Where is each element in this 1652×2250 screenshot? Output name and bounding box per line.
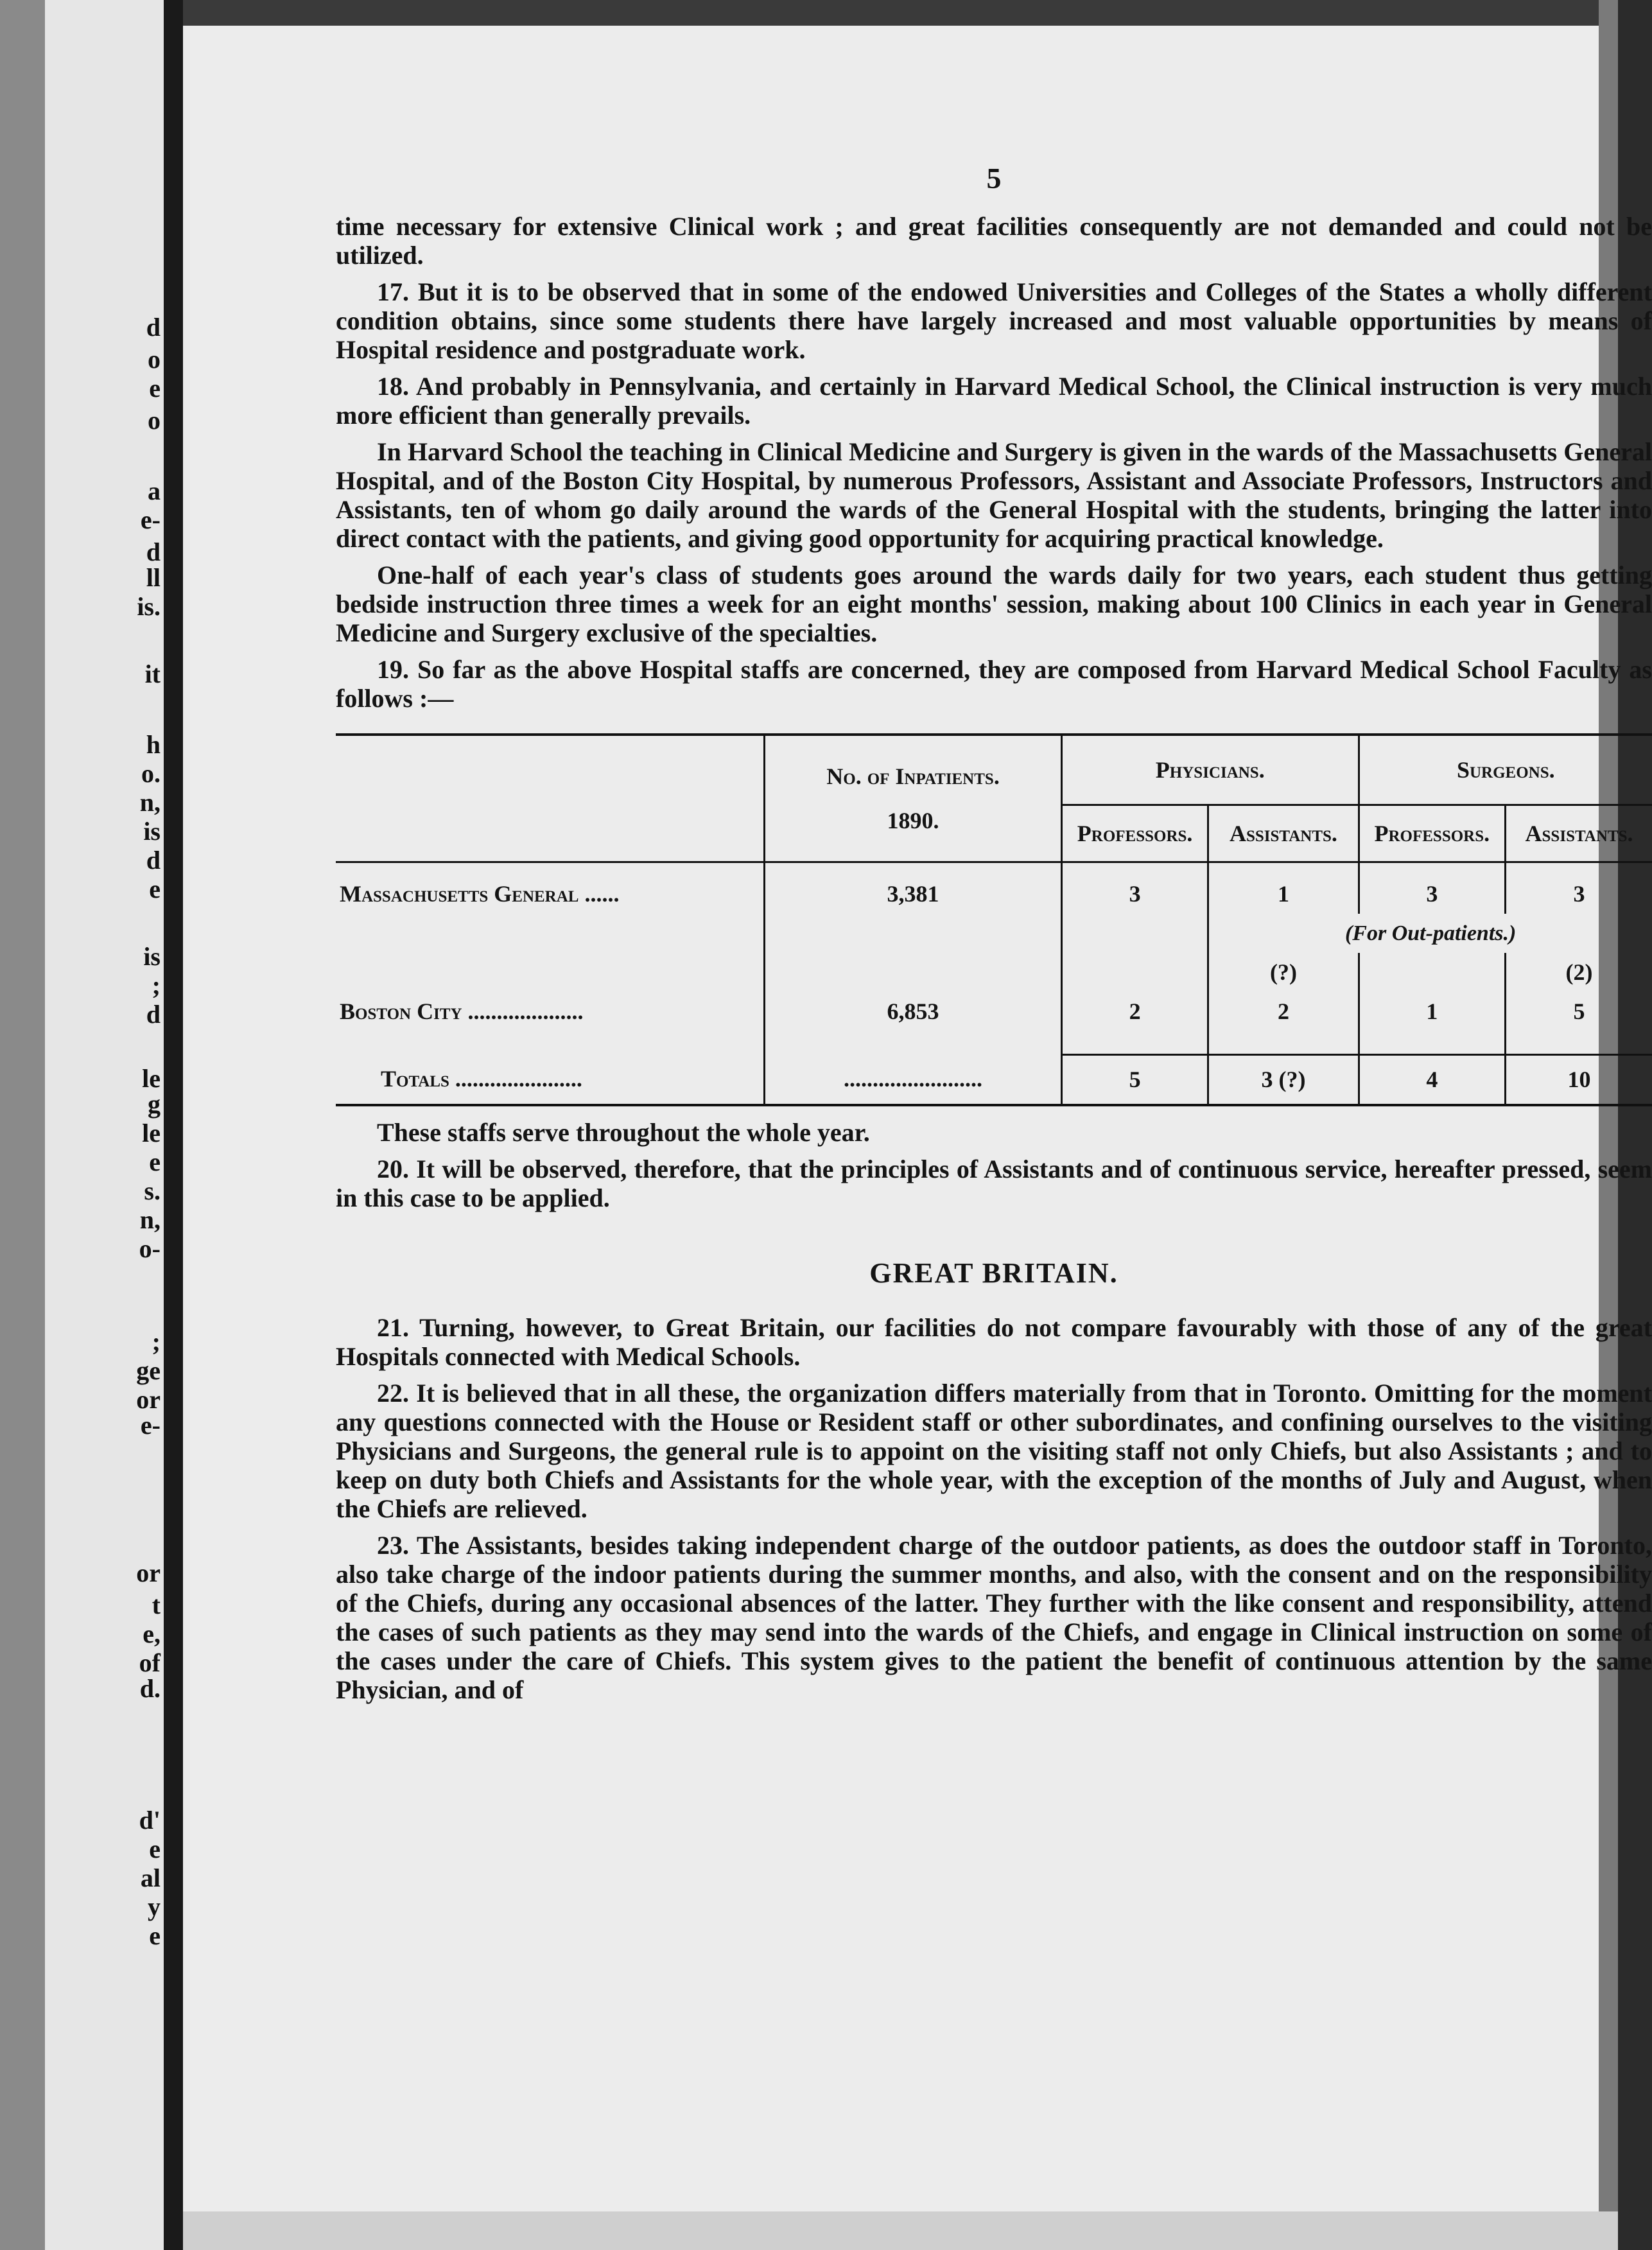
table-spacer-row (336, 1031, 1652, 1054)
mark-blank-inpatients (765, 953, 1062, 992)
row-physicians-assistants: 2 (1208, 992, 1359, 1031)
paragraph-continuation: time necessary for extensive Clinical work ; and great facilities consequently are not demanded and could not be utilized. (336, 212, 1652, 270)
adjacent-page-fragment: is. (137, 592, 161, 621)
row-inpatients: 6,853 (765, 992, 1062, 1031)
table-row (336, 992, 1652, 1031)
adjacent-page-fragment: d (146, 846, 161, 875)
mark-surgeons-assistants: (2) (1506, 953, 1652, 992)
adjacent-page-fragment: d' (139, 1806, 161, 1835)
header-surgeons-professors: Professors. (1359, 805, 1505, 862)
page-number: 5 (986, 162, 1002, 195)
header-surgeons: Surgeons. (1359, 735, 1652, 805)
adjacent-page-fragment: e- (140, 1411, 161, 1440)
paragraph-23: 23. The Assistants, besides taking independent charge of the outdoor patients, as does the outdoor staff in Toronto, also take charge of the indoor patients during the summer months, and also, with the consent and on the responsibility of the Chiefs, during any occasional absences of the latter. They further with the like consent and responsibility, attend the cases of such patients as they may send into the wards of the Chiefs, and engage in Clinical instruction on some of the cases under the care of Chiefs. This system gives to the patient the benefit of continuous attention by the same Physician, and of (336, 1531, 1652, 1704)
adjacent-page-fragment: d. (139, 1674, 161, 1703)
adjacent-page-fragment: y (148, 1892, 161, 1921)
adjacent-page-fragment: o (148, 345, 161, 374)
row-hospital-name: Boston City .................... (340, 999, 584, 1024)
table-totals-row (336, 1054, 1652, 1105)
spacer (765, 1031, 1062, 1054)
totals-physicians-assistants: 3 (?) (1208, 1054, 1359, 1105)
table-note-row (336, 914, 1652, 953)
adjacent-page-fragment: h (146, 730, 161, 759)
header-physicians-assistants: Assistants. (1208, 805, 1359, 862)
adjacent-page-fragment: e (149, 1835, 161, 1863)
paragraph-21: 21. Turning, however, to Great Britain, our facilities do not compare favourably with those of any of the great Hospitals connected with Medical Schools. (336, 1313, 1652, 1371)
adjacent-page-fragment: d (146, 313, 161, 342)
adjacent-page-fragment: o. (141, 759, 161, 788)
paragraph-18: 18. And probably in Pennsylvania, and certainly in Harvard Medical School, the Clinical instruction is very much more efficient than generally prevails. (336, 372, 1652, 430)
row-surgeons-professors: 1 (1359, 992, 1505, 1031)
section-heading: GREAT BRITAIN. (869, 1257, 1118, 1289)
header-inpatients (765, 735, 1062, 862)
header-physicians-professors: Professors. (1061, 805, 1208, 862)
note-blank (336, 914, 765, 953)
top-scan-shadow (183, 0, 1618, 26)
paragraph-class-rotation: One-half of each year's class of students goes around the wards daily for two years, each student thus getting bedside instruction three times a week for an eight months' session, making about 100 Clinics in each year in General Medicine and Surgery exclusive of the specialties. (336, 561, 1652, 647)
adjacent-page-fragment: al (140, 1863, 161, 1892)
adjacent-page-fragment: o (148, 406, 161, 435)
header-blank-cell (336, 735, 765, 862)
row-hospital-name: Massachusetts General ...... (340, 881, 620, 907)
adjacent-page-fragment: a (148, 476, 161, 505)
mark-physicians-assistants: (?) (1208, 953, 1359, 992)
row-inpatients: 3,381 (765, 862, 1062, 914)
spacer (336, 1031, 765, 1054)
adjacent-page-fragment: or (136, 1385, 161, 1414)
note-blank-physicians (1061, 914, 1208, 953)
page-sheet (183, 0, 1652, 2250)
row-surgeons-assistants: 3 (1506, 862, 1652, 914)
adjacent-page-fragment: ; (152, 1327, 161, 1356)
adjacent-page-fragment: or (136, 1558, 161, 1587)
adjacent-page-fragment: s. (144, 1176, 161, 1205)
adjacent-page-fragment: e (149, 374, 161, 403)
row-physicians-assistants: 1 (1208, 862, 1359, 914)
paragraph-staffs-note: These staffs serve throughout the whole year. (377, 1118, 870, 1147)
paragraph-20: 20. It will be observed, therefore, that the principles of Assistants and of continuous service, hereafter pressed, seem in this case to be applied. (336, 1155, 1652, 1212)
mark-blank (336, 953, 765, 992)
header-physicians: Physicians. (1061, 735, 1359, 805)
spacer (1359, 1031, 1505, 1054)
adjacent-page-fragment: of (139, 1648, 161, 1677)
totals-physicians-professors: 5 (1061, 1054, 1208, 1105)
adjacent-page-fragment: it (144, 659, 161, 688)
table-row (336, 862, 1652, 914)
book-gutter (164, 0, 183, 2250)
row-surgeons-professors: 3 (1359, 862, 1505, 914)
adjacent-page-fragment: is (143, 942, 161, 971)
spacer (1506, 1031, 1652, 1054)
totals-label: Totals ...................... (381, 1066, 582, 1092)
totals-surgeons-professors: 4 (1359, 1054, 1505, 1105)
spacer (1208, 1031, 1359, 1054)
adjacent-page-fragment: n, (139, 788, 161, 817)
mark-blank-physicians-professors (1061, 953, 1208, 992)
adjacent-page-fragment: le (142, 1064, 161, 1093)
adjacent-page-fragment: t (152, 1591, 161, 1619)
bottom-scan-margin (183, 2211, 1618, 2250)
adjacent-page-fragment: e, (143, 1619, 161, 1648)
adjacent-page-fragment: n, (139, 1205, 161, 1234)
adjacent-page-fragment: d (146, 537, 161, 566)
adjacent-page-fragment: ; (152, 971, 161, 1000)
adjacent-page-fragment: ll (146, 563, 161, 592)
row-physicians-professors: 3 (1061, 862, 1208, 914)
adjacent-page-fragment: o- (139, 1234, 161, 1263)
hospital-staff-table (336, 733, 1652, 1106)
adjacent-page-fragment: d (146, 1000, 161, 1029)
adjacent-page-fragment: e (149, 1921, 161, 1950)
header-year: 1890. (887, 807, 939, 833)
adjacent-page-fragment: g (148, 1090, 161, 1119)
adjacent-page-strip (0, 0, 164, 2250)
row-physicians-professors: 2 (1061, 992, 1208, 1031)
adjacent-page-fragment: ge (136, 1356, 161, 1385)
mark-blank-surgeons-professors (1359, 953, 1505, 992)
table-mark-row (336, 953, 1652, 992)
adjacent-page-fragment: e- (140, 505, 161, 534)
table-header-row (336, 735, 1652, 805)
adjacent-page-fragment: e (149, 1147, 161, 1176)
spacer (1061, 1031, 1208, 1054)
totals-surgeons-assistants: 10 (1506, 1054, 1652, 1105)
header-inpatients-label: No. of Inpatients. (826, 763, 1000, 789)
page-content (336, 164, 1652, 1712)
adjacent-page-fragment: e (149, 875, 161, 903)
adjacent-page-fragment: le (142, 1119, 161, 1147)
paragraph-22: 22. It is believed that in all these, the organization differs materially from that in Toronto. Omitting for the moment any questions connected with the House or Resident staff or other subordinates, and confining ourselves to the visiting Physicians and Surgeons, the general rule is to appoint on the visiting staff not only Chiefs, but also Assistants ; and to keep on duty both Chiefs and Assistants for the whole year, with the exception of the months of July and August, when the Chiefs are relieved. (336, 1379, 1652, 1523)
header-surgeons-assistants: Assistants. (1506, 805, 1652, 862)
paragraph-17: 17. But it is to be observed that in some of the endowed Universities and Colleges of the States a wholly different condition obtains, since some students there have largely increased and most valuable opportunities by means of Hospital residence and postgraduate work. (336, 277, 1652, 364)
row-surgeons-assistants: 5 (1506, 992, 1652, 1031)
note-blank-inpatients (765, 914, 1062, 953)
paragraph-harvard-teaching: In Harvard School the teaching in Clinical Medicine and Surgery is given in the wards of the Massachusetts General Hospital, and of the Boston City Hospital, by numerous Professors, Assistant and Associate Professors, Instructors and Assistants, ten of whom go daily around the wards of the General Hospital with the students, bringing the latter into direct contact with the patients, and giving good opportunity for acquiring practical knowledge. (336, 437, 1652, 553)
totals-inpatients-dots: ........................ (765, 1054, 1062, 1105)
outpatients-note: (For Out-patients.) (1208, 914, 1652, 953)
adjacent-page-fragment: is (143, 817, 161, 846)
paragraph-19: 19. So far as the above Hospital staffs are concerned, they are composed from Harvard Medical School Faculty as follows :— (336, 655, 1652, 713)
adjacent-page-edge (0, 0, 45, 2250)
